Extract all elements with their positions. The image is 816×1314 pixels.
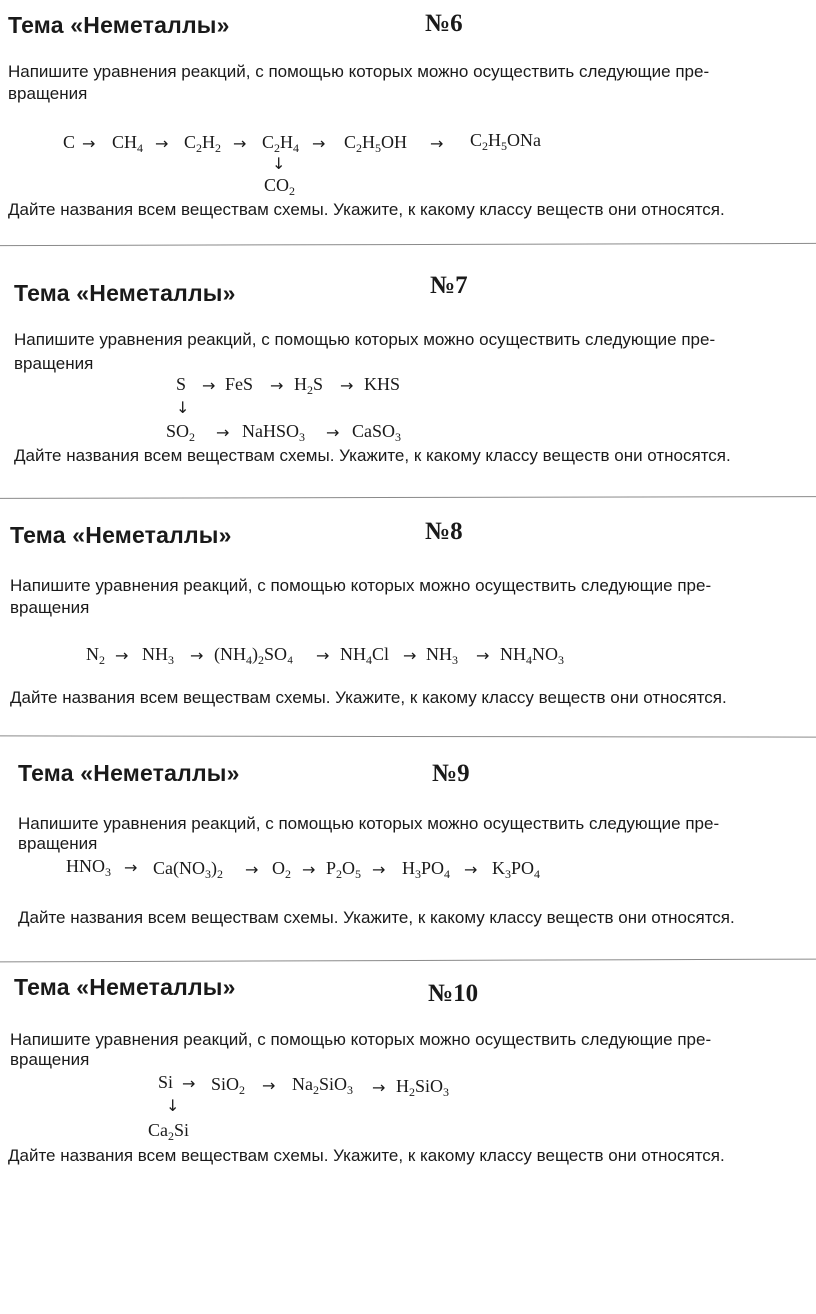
arrow-right-icon: → (216, 423, 230, 442)
divider (0, 959, 816, 963)
instruction-line: вращения (14, 354, 94, 373)
card-title: Тема «Неметаллы» (8, 12, 230, 38)
formula: $CO_2$ (264, 175, 296, 198)
card-title: Тема «Неметаллы» (18, 760, 240, 786)
question-text: Дайте названия всем веществам схемы. Укажите, к какому классу веществ они относятся. (14, 446, 731, 465)
formula: $Ca(NO_3)_2$ (153, 858, 223, 881)
arrow-right-icon: → (155, 134, 169, 153)
formula: $H_2SiO_3$ (396, 1076, 450, 1099)
divider (0, 243, 816, 246)
arrow-right-icon: → (312, 134, 326, 153)
arrow-right-icon: → (326, 423, 340, 442)
question-text: Дайте названия всем веществам схемы. Укажите, к какому классу веществ они относятся. (8, 200, 725, 219)
card-number: №8 (425, 518, 463, 545)
formula: $NH_4Cl$ (340, 644, 390, 667)
instruction-line: Напишите уравнения реакций, с помощью которых можно осуществить следующие пре- (8, 62, 710, 81)
instruction-line: вращения (18, 834, 98, 853)
divider (0, 496, 816, 499)
formula: $C_2H_5ONa$ (470, 130, 542, 153)
question-text: Дайте названия всем веществам схемы. Укажите, к какому классу веществ они относятся. (8, 1146, 725, 1165)
instruction-line: вращения (8, 84, 88, 103)
arrow-right-icon: → (403, 646, 417, 665)
arrow-right-icon: → (340, 376, 354, 395)
card-title: Тема «Неметаллы» (14, 280, 236, 306)
formula: $Ca_2Si$ (148, 1120, 190, 1143)
card-number: №6 (425, 10, 463, 37)
question-text: Дайте названия всем веществам схемы. Укажите, к какому классу веществ они относятся. (10, 688, 727, 707)
arrow-down-icon: ↓ (272, 154, 286, 173)
card-title: Тема «Неметаллы» (10, 522, 232, 548)
arrow-right-icon: → (245, 860, 259, 879)
formula: NaHSO$_3$ (242, 421, 305, 444)
instruction-line: вращения (10, 598, 90, 617)
arrow-down-icon: ↓ (176, 398, 190, 417)
formula: $K_3PO_4$ (492, 858, 541, 881)
formula: $P_2O_5$ (326, 858, 362, 881)
formula: $CH_4$ (112, 132, 144, 155)
arrow-right-icon: → (233, 134, 247, 153)
arrow-right-icon: → (182, 1074, 196, 1093)
formula: FeS (225, 374, 254, 394)
arrow-right-icon: → (202, 376, 216, 395)
arrow-right-icon: → (262, 1076, 276, 1095)
formula: $SO_2$ (166, 421, 196, 444)
arrow-right-icon: → (430, 134, 444, 153)
formula: $O_2$ (272, 858, 291, 881)
instruction-line: Напишите уравнения реакций, с помощью которых можно осуществить следующие пре- (10, 1030, 712, 1049)
card-number: №7 (430, 272, 468, 299)
formula: $H_2S$ (294, 374, 324, 397)
instruction-line: Напишите уравнения реакций, с помощью которых можно осуществить следующие пре- (10, 576, 712, 595)
formula: $C_2H_2$ (184, 132, 222, 155)
arrow-right-icon: → (476, 646, 490, 665)
instruction-line: вращения (10, 1050, 90, 1069)
formula: $(NH_4)_2SO_4$ (214, 644, 294, 667)
arrow-down-icon: ↓ (166, 1096, 180, 1115)
card-title: Тема «Неметаллы» (14, 974, 236, 1000)
question-text: Дайте названия всем веществам схемы. Укажите, к какому классу веществ они относятся. (18, 908, 735, 927)
formula: $H_3PO_4$ (402, 858, 451, 881)
formula: $C_2H_4$ (262, 132, 300, 155)
arrow-right-icon: → (464, 860, 478, 879)
formula: $C_2H_5OH$ (344, 132, 408, 155)
arrow-right-icon: → (124, 858, 138, 877)
divider (0, 735, 816, 737)
formula: $NH_3$ (426, 644, 458, 667)
arrow-right-icon: → (372, 860, 386, 879)
formula: KHS (364, 374, 401, 394)
card-number: №10 (428, 980, 479, 1007)
instruction-line: Напишите уравнения реакций, с помощью которых можно осуществить следующие пре- (14, 330, 716, 349)
formula: $N_2$ (86, 644, 105, 667)
formula: CaSO$_3$ (352, 421, 402, 444)
arrow-right-icon: → (190, 646, 204, 665)
arrow-right-icon: → (316, 646, 330, 665)
arrow-right-icon: → (270, 376, 284, 395)
instruction-line: Напишите уравнения реакций, с помощью которых можно осуществить следующие пре- (18, 814, 720, 833)
formula: $Na_2SiO_3$ (292, 1074, 354, 1097)
formula: $NH_4NO_3$ (500, 644, 564, 667)
arrow-right-icon: → (82, 134, 96, 153)
formula: S (176, 374, 187, 394)
formula: $HNO_3$ (66, 856, 111, 879)
formula: $NH_3$ (142, 644, 174, 667)
arrow-right-icon: → (372, 1078, 386, 1097)
arrow-right-icon: → (115, 646, 129, 665)
arrow-right-icon: → (302, 860, 316, 879)
formula: C (63, 132, 76, 152)
formula: SiO$_2$ (211, 1074, 246, 1097)
formula: Si (158, 1072, 174, 1092)
card-number: №9 (432, 760, 470, 787)
